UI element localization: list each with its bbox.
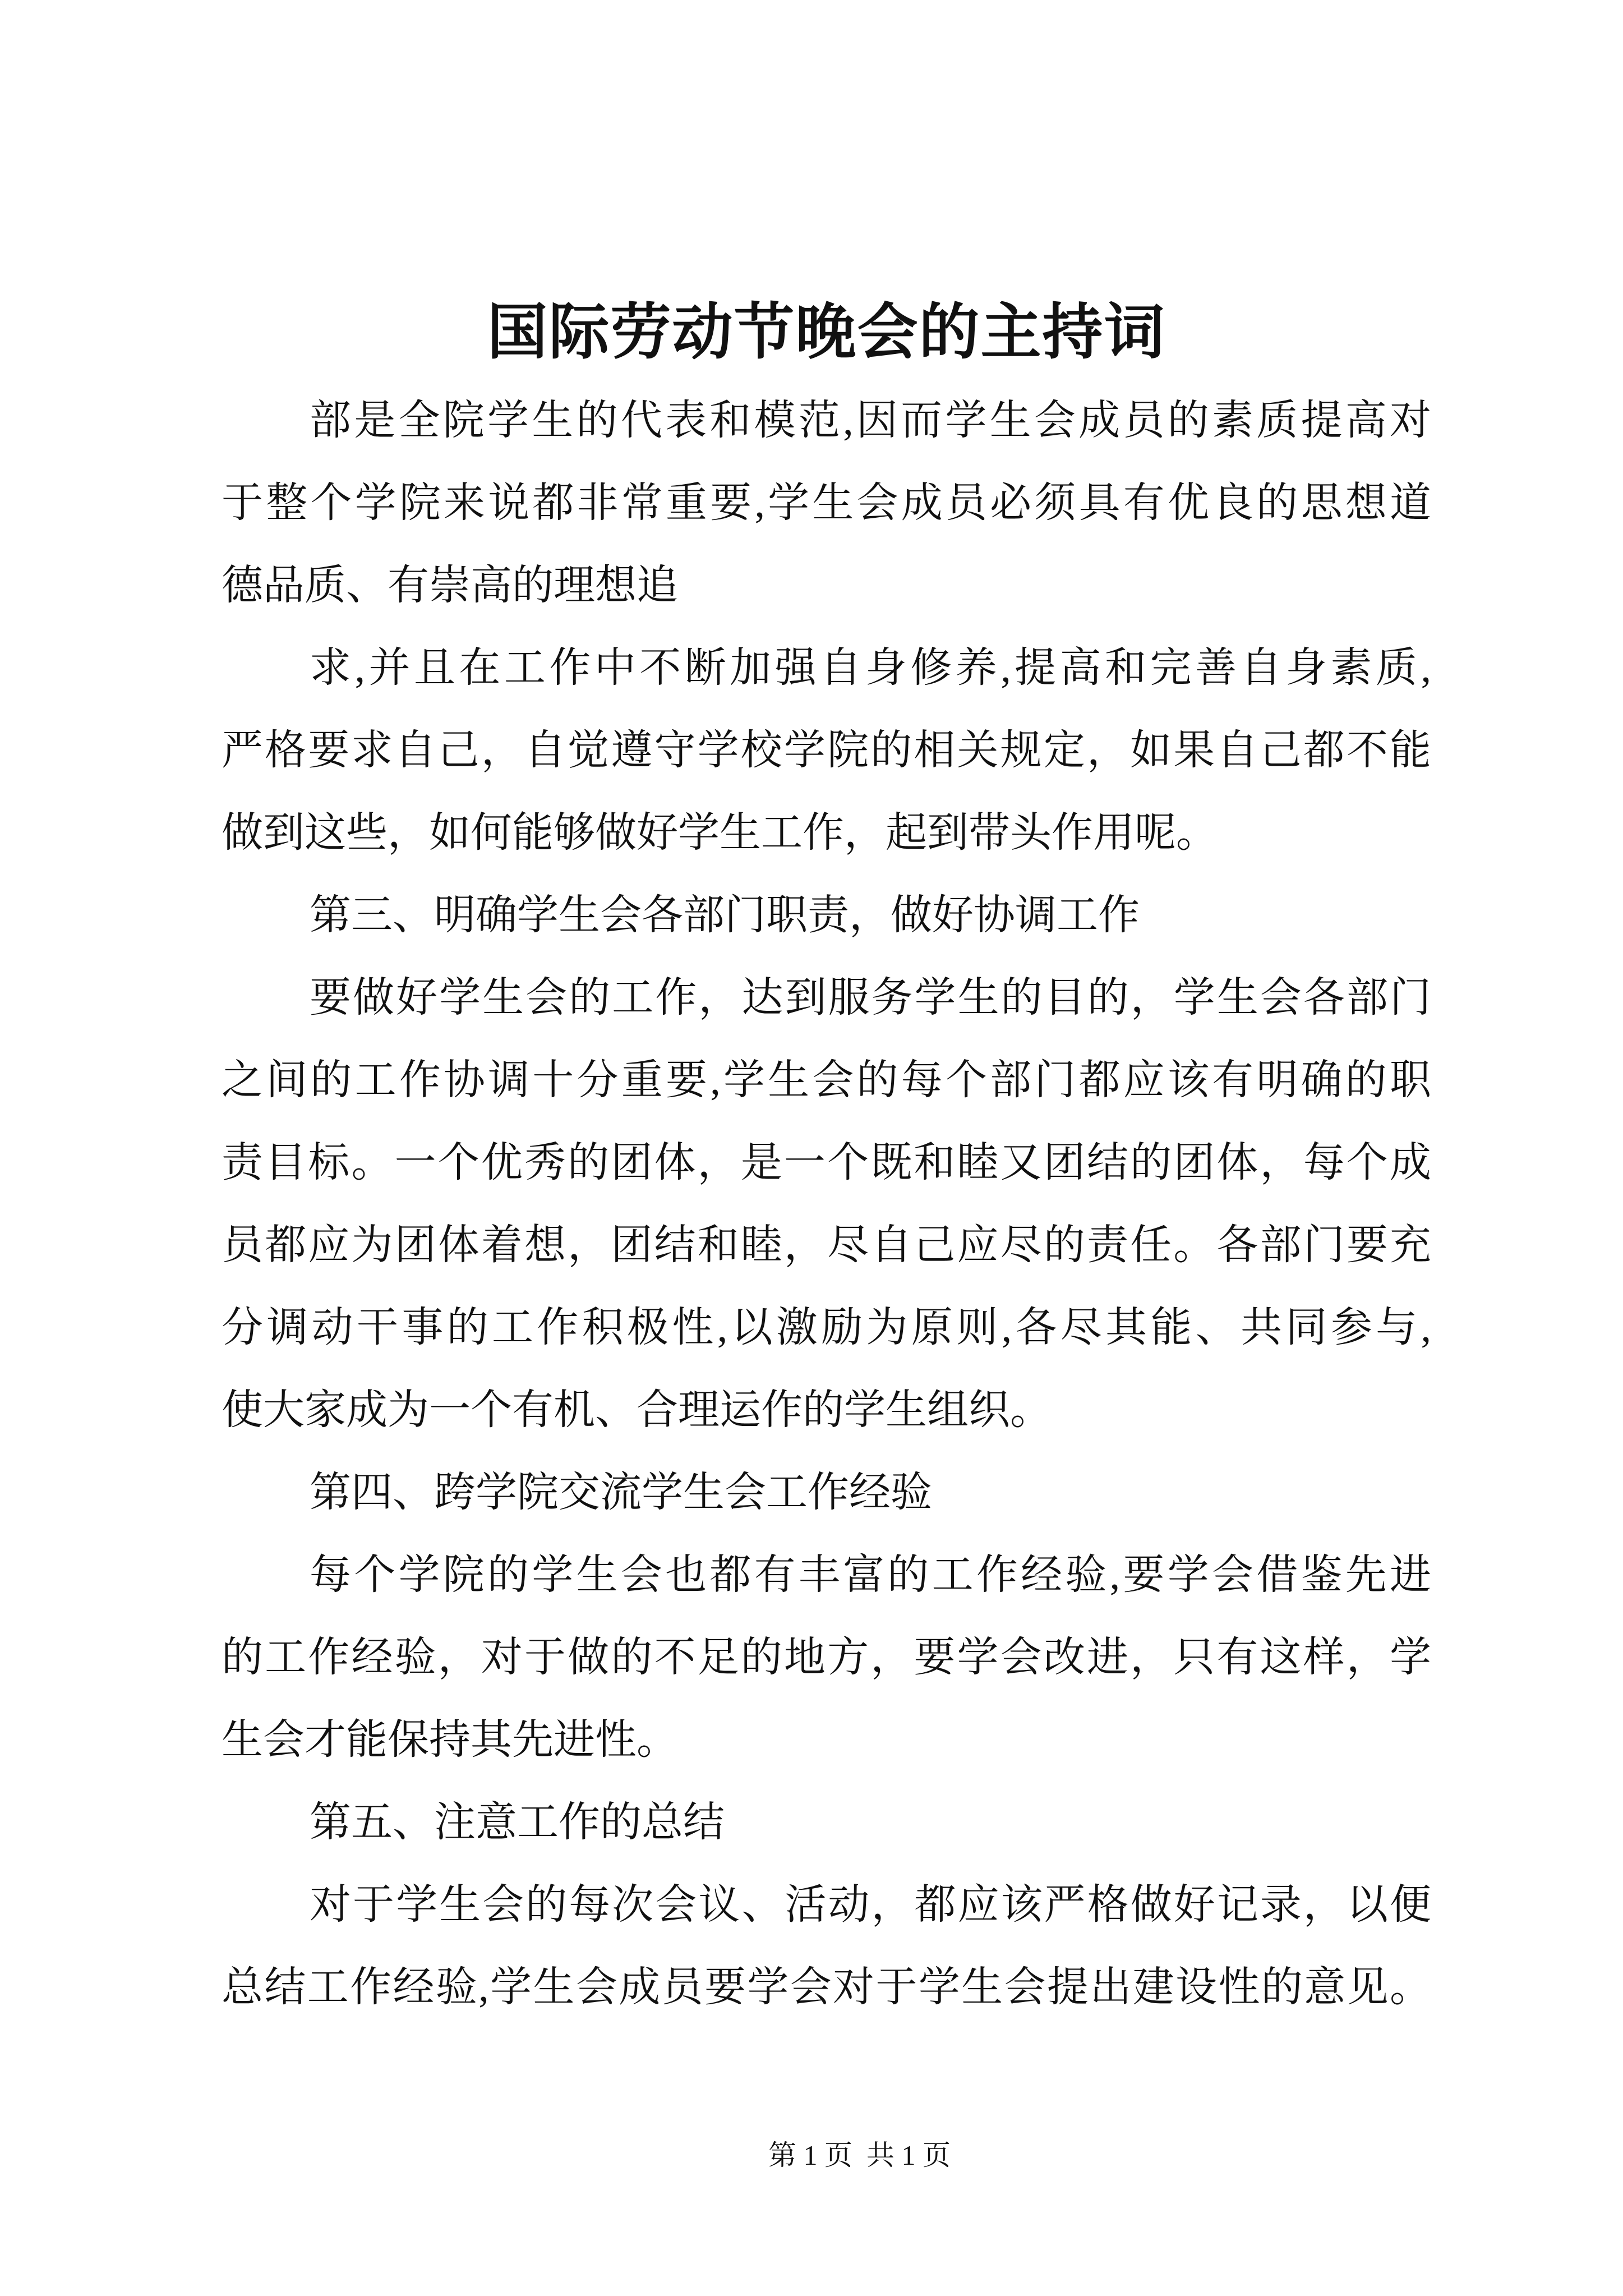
text-line: 做到这些，如何能够做好学生工作，起到带头作用呢。 [222, 810, 1218, 856]
paragraph [222, 957, 1431, 1452]
text-line: 员都应为团体着想，团结和睦，尽自己应尽的责任。各部门要充 [222, 1222, 1431, 1268]
text-line: 生会才能保持其先进性。 [222, 1717, 678, 1763]
section-heading [222, 1782, 1431, 1864]
paragraph [222, 1534, 1431, 1782]
document-title: 国际劳动节晚会的主持词 [487, 297, 1166, 367]
document-body [222, 380, 1431, 2029]
text-line: 要做好学生会的工作，达到服务学生的目的，学生会各部门 [310, 975, 1431, 1021]
text-line: 之间的工作协调十分重要,学生会的每个部门都应该有明确的职 [222, 1057, 1431, 1103]
page-footer: 第 1 页 共 1 页 [768, 2139, 951, 2171]
text-line: 严格要求自己，自觉遵守学校学院的相关规定，如果自己都不能 [222, 728, 1431, 774]
text-line: 每个学院的学生会也都有丰富的工作经验,要学会借鉴先进 [310, 1552, 1431, 1598]
text-line: 分调动干事的工作积极性,以激励为原则,各尽其能、共同参与, [222, 1305, 1431, 1351]
paragraph [222, 380, 1431, 627]
text-line: 德品质、有崇高的理想追 [222, 563, 678, 609]
text-line: 求,并且在工作中不断加强自身修养,提高和完善自身素质, [310, 645, 1431, 691]
paragraph [222, 1864, 1431, 2029]
text-line: 使大家成为一个有机、合理运作的学生组织。 [222, 1387, 1052, 1433]
text-line: 对于学生会的每次会议、活动，都应该严格做好记录，以便 [310, 1882, 1431, 1928]
text-line: 总结工作经验,学生会成员要学会对于学生会提出建设性的意见。 [222, 1964, 1431, 2010]
text-line: 第四、跨学院交流学生会工作经验 [310, 1470, 932, 1516]
section-heading [222, 1452, 1431, 1534]
section-heading [222, 875, 1431, 957]
paragraph [222, 627, 1431, 875]
text-line: 第五、注意工作的总结 [310, 1800, 725, 1846]
text-line: 的工作经验，对于做的不足的地方，要学会改进，只有这样，学 [222, 1635, 1431, 1681]
text-line: 责目标。一个优秀的团体，是一个既和睦又团结的团体，每个成 [222, 1140, 1431, 1186]
text-line: 第三、明确学生会各部门职责，做好协调工作 [310, 892, 1140, 938]
text-line: 部是全院学生的代表和模范,因而学生会成员的素质提高对 [310, 398, 1431, 444]
text-line: 于整个学院来说都非常重要,学生会成员必须具有优良的思想道 [222, 480, 1431, 526]
